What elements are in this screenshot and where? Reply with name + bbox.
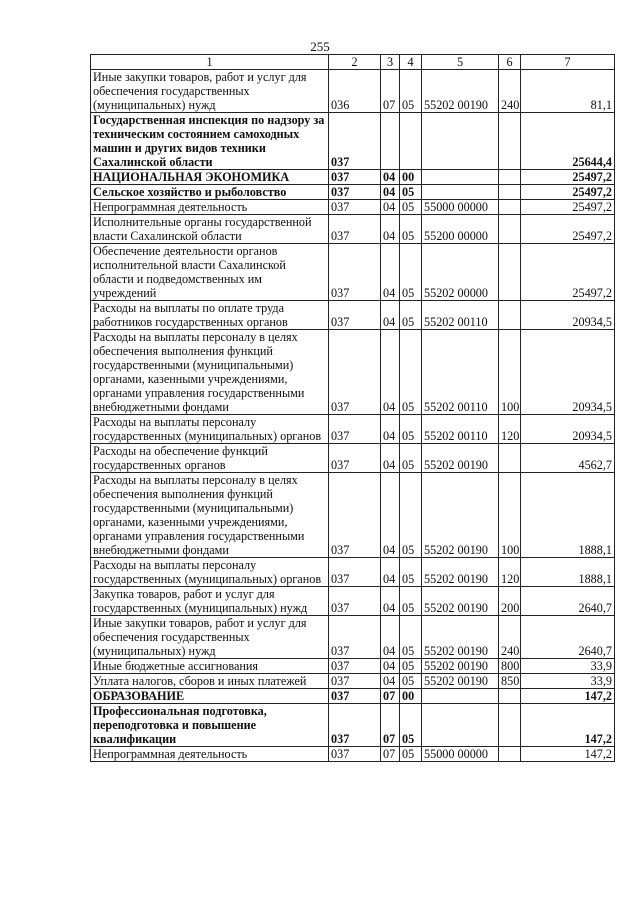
row-subsection-cell: 00 — [400, 170, 422, 185]
row-code-cell: 037 — [329, 587, 381, 616]
table-row — [91, 659, 615, 674]
column-header-code: 2 — [329, 55, 381, 70]
row-amount-cell: 20934,5 — [521, 415, 615, 444]
row-code-cell: 037 — [329, 301, 381, 330]
row-code-cell: 037 — [329, 185, 381, 200]
table-row — [91, 616, 615, 659]
table-row — [91, 415, 615, 444]
row-amount-cell: 2640,7 — [521, 587, 615, 616]
row-section-cell — [381, 113, 400, 170]
row-name-cell: Профессиональная подготовка, переподготовка и повышение квалификации — [91, 704, 329, 747]
row-amount-cell: 33,9 — [521, 659, 615, 674]
row-amount-cell: 1888,1 — [521, 558, 615, 587]
page-number: 255 — [310, 39, 330, 54]
row-section-cell: 07 — [381, 704, 400, 747]
table-row — [91, 301, 615, 330]
row-subsection-cell: 05 — [400, 674, 422, 689]
row-target-cell: 55202 00190 — [422, 558, 499, 587]
row-target-cell: 55000 00000 — [422, 747, 499, 762]
row-amount-cell: 147,2 — [521, 747, 615, 762]
table-row — [91, 200, 615, 215]
row-type-cell: 850 — [499, 674, 521, 689]
column-header-name: 1 — [91, 55, 329, 70]
row-name-cell: Расходы на выплаты по оплате труда работников государственных органов — [91, 301, 329, 330]
row-subsection-cell: 05 — [400, 244, 422, 301]
row-name-cell: Непрограммная деятельность — [91, 747, 329, 762]
column-header-subsection: 4 — [400, 55, 422, 70]
column-header-type: 6 — [499, 55, 521, 70]
row-target-cell: 55202 00190 — [422, 659, 499, 674]
row-name-cell: Расходы на выплаты персоналу государственных (муниципальных) органов — [91, 415, 329, 444]
row-amount-cell: 25497,2 — [521, 244, 615, 301]
table-row — [91, 473, 615, 558]
row-name-cell: ОБРАЗОВАНИЕ — [91, 689, 329, 704]
row-target-cell: 55202 00190 — [422, 473, 499, 558]
row-subsection-cell: 05 — [400, 444, 422, 473]
row-type-cell — [499, 444, 521, 473]
row-subsection-cell: 05 — [400, 704, 422, 747]
row-code-cell: 037 — [329, 659, 381, 674]
row-code-cell: 037 — [329, 444, 381, 473]
table-row — [91, 558, 615, 587]
table-body — [91, 70, 615, 762]
row-section-cell: 04 — [381, 473, 400, 558]
row-type-cell: 120 — [499, 558, 521, 587]
row-subsection-cell: 05 — [400, 185, 422, 200]
row-type-cell: 240 — [499, 616, 521, 659]
row-name-cell: Иные закупки товаров, работ и услуг для обеспечения государственных (муниципальных) нужд — [91, 70, 329, 113]
row-name-cell: Сельское хозяйство и рыболовство — [91, 185, 329, 200]
row-type-cell — [499, 301, 521, 330]
row-code-cell: 037 — [329, 473, 381, 558]
row-section-cell: 04 — [381, 659, 400, 674]
row-section-cell: 04 — [381, 200, 400, 215]
row-section-cell: 04 — [381, 558, 400, 587]
row-code-cell: 037 — [329, 674, 381, 689]
row-section-cell: 04 — [381, 444, 400, 473]
budget-table — [90, 54, 615, 762]
row-section-cell: 04 — [381, 587, 400, 616]
row-code-cell: 037 — [329, 704, 381, 747]
row-subsection-cell: 05 — [400, 301, 422, 330]
table-row — [91, 587, 615, 616]
table-row — [91, 113, 615, 170]
row-target-cell — [422, 185, 499, 200]
row-section-cell: 04 — [381, 244, 400, 301]
row-subsection-cell: 05 — [400, 200, 422, 215]
row-name-cell: Иные закупки товаров, работ и услуг для обеспечения государственных (муниципальных) нужд — [91, 616, 329, 659]
row-name-cell: Расходы на выплаты персоналу в целях обеспечения выполнения функций государственными (муниципальными) органами, казенными учреждениями, органами управления государственными внебюджетными фондами — [91, 330, 329, 415]
row-code-cell: 037 — [329, 415, 381, 444]
column-header-amount: 7 — [521, 55, 615, 70]
row-code-cell: 037 — [329, 558, 381, 587]
row-section-cell: 04 — [381, 330, 400, 415]
row-name-cell: Уплата налогов, сборов и иных платежей — [91, 674, 329, 689]
row-type-cell — [499, 215, 521, 244]
table-row — [91, 244, 615, 301]
column-header-section: 3 — [381, 55, 400, 70]
row-section-cell: 07 — [381, 747, 400, 762]
row-name-cell: Обеспечение деятельности органов исполнительной власти Сахалинской области и подведомственных им учреждений — [91, 244, 329, 301]
row-target-cell: 55202 00110 — [422, 415, 499, 444]
row-type-cell: 100 — [499, 330, 521, 415]
row-type-cell — [499, 185, 521, 200]
row-target-cell: 55202 00190 — [422, 587, 499, 616]
row-target-cell — [422, 689, 499, 704]
row-name-cell: Расходы на обеспечение функций государственных органов — [91, 444, 329, 473]
row-type-cell — [499, 747, 521, 762]
row-name-cell: Исполнительные органы государственной власти Сахалинской области — [91, 215, 329, 244]
row-amount-cell: 25497,2 — [521, 170, 615, 185]
row-section-cell: 04 — [381, 170, 400, 185]
row-type-cell — [499, 689, 521, 704]
table-header — [91, 55, 615, 70]
row-section-cell: 04 — [381, 616, 400, 659]
row-subsection-cell: 05 — [400, 587, 422, 616]
row-subsection-cell: 00 — [400, 689, 422, 704]
table-row — [91, 674, 615, 689]
row-type-cell — [499, 170, 521, 185]
table-row — [91, 689, 615, 704]
row-target-cell: 55202 00190 — [422, 444, 499, 473]
row-code-cell: 037 — [329, 244, 381, 301]
row-subsection-cell: 05 — [400, 558, 422, 587]
row-target-cell: 55200 00000 — [422, 215, 499, 244]
row-section-cell: 04 — [381, 301, 400, 330]
row-target-cell: 55202 00190 — [422, 674, 499, 689]
row-name-cell: Иные бюджетные ассигнования — [91, 659, 329, 674]
row-section-cell: 07 — [381, 70, 400, 113]
row-type-cell — [499, 244, 521, 301]
row-subsection-cell: 05 — [400, 70, 422, 113]
row-code-cell: 037 — [329, 747, 381, 762]
row-type-cell: 200 — [499, 587, 521, 616]
row-amount-cell: 25644,4 — [521, 113, 615, 170]
row-type-cell — [499, 113, 521, 170]
row-code-cell: 036 — [329, 70, 381, 113]
row-code-cell: 037 — [329, 200, 381, 215]
row-subsection-cell: 05 — [400, 747, 422, 762]
row-type-cell: 100 — [499, 473, 521, 558]
row-amount-cell: 1888,1 — [521, 473, 615, 558]
row-subsection-cell: 05 — [400, 415, 422, 444]
row-subsection-cell: 05 — [400, 473, 422, 558]
row-amount-cell: 20934,5 — [521, 330, 615, 415]
header-row — [91, 55, 615, 70]
table-row — [91, 185, 615, 200]
table-row — [91, 704, 615, 747]
row-type-cell — [499, 704, 521, 747]
row-target-cell: 55000 00000 — [422, 200, 499, 215]
row-target-cell: 55202 00110 — [422, 301, 499, 330]
row-name-cell: Закупка товаров, работ и услуг для государственных (муниципальных) нужд — [91, 587, 329, 616]
row-amount-cell: 33,9 — [521, 674, 615, 689]
row-section-cell: 04 — [381, 415, 400, 444]
row-type-cell: 800 — [499, 659, 521, 674]
row-code-cell: 037 — [329, 330, 381, 415]
row-subsection-cell: 05 — [400, 215, 422, 244]
row-amount-cell: 81,1 — [521, 70, 615, 113]
row-subsection-cell — [400, 113, 422, 170]
row-section-cell: 04 — [381, 185, 400, 200]
row-name-cell: Государственная инспекция по надзору за техническим состоянием самоходных машин и других видов техники Сахалинской области — [91, 113, 329, 170]
row-amount-cell: 4562,7 — [521, 444, 615, 473]
row-name-cell: Расходы на выплаты персоналу государственных (муниципальных) органов — [91, 558, 329, 587]
row-target-cell: 55202 00190 — [422, 616, 499, 659]
row-amount-cell: 25497,2 — [521, 200, 615, 215]
row-code-cell: 037 — [329, 215, 381, 244]
row-amount-cell: 25497,2 — [521, 215, 615, 244]
row-name-cell: Расходы на выплаты персоналу в целях обеспечения выполнения функций государственными (муниципальными) органами, казенными учреждениями, органами управления государственными внебюджетными фондами — [91, 473, 329, 558]
table-row — [91, 330, 615, 415]
table-row — [91, 747, 615, 762]
row-target-cell: 55202 00190 — [422, 70, 499, 113]
row-section-cell: 07 — [381, 689, 400, 704]
row-type-cell — [499, 200, 521, 215]
row-amount-cell: 147,2 — [521, 689, 615, 704]
table-row — [91, 444, 615, 473]
row-name-cell: НАЦИОНАЛЬНАЯ ЭКОНОМИКА — [91, 170, 329, 185]
row-name-cell: Непрограммная деятельность — [91, 200, 329, 215]
row-code-cell: 037 — [329, 616, 381, 659]
row-code-cell: 037 — [329, 170, 381, 185]
row-amount-cell: 2640,7 — [521, 616, 615, 659]
row-section-cell: 04 — [381, 674, 400, 689]
row-type-cell: 120 — [499, 415, 521, 444]
table-row — [91, 170, 615, 185]
row-type-cell: 240 — [499, 70, 521, 113]
row-amount-cell: 25497,2 — [521, 185, 615, 200]
row-subsection-cell: 05 — [400, 330, 422, 415]
table-row — [91, 215, 615, 244]
column-header-target: 5 — [422, 55, 499, 70]
row-target-cell — [422, 704, 499, 747]
row-target-cell — [422, 170, 499, 185]
row-amount-cell: 20934,5 — [521, 301, 615, 330]
row-section-cell: 04 — [381, 215, 400, 244]
row-code-cell: 037 — [329, 113, 381, 170]
row-target-cell: 55202 00000 — [422, 244, 499, 301]
row-subsection-cell: 05 — [400, 659, 422, 674]
row-code-cell: 037 — [329, 689, 381, 704]
row-subsection-cell: 05 — [400, 616, 422, 659]
table-row — [91, 70, 615, 113]
row-target-cell: 55202 00110 — [422, 330, 499, 415]
row-target-cell — [422, 113, 499, 170]
row-amount-cell: 147,2 — [521, 704, 615, 747]
